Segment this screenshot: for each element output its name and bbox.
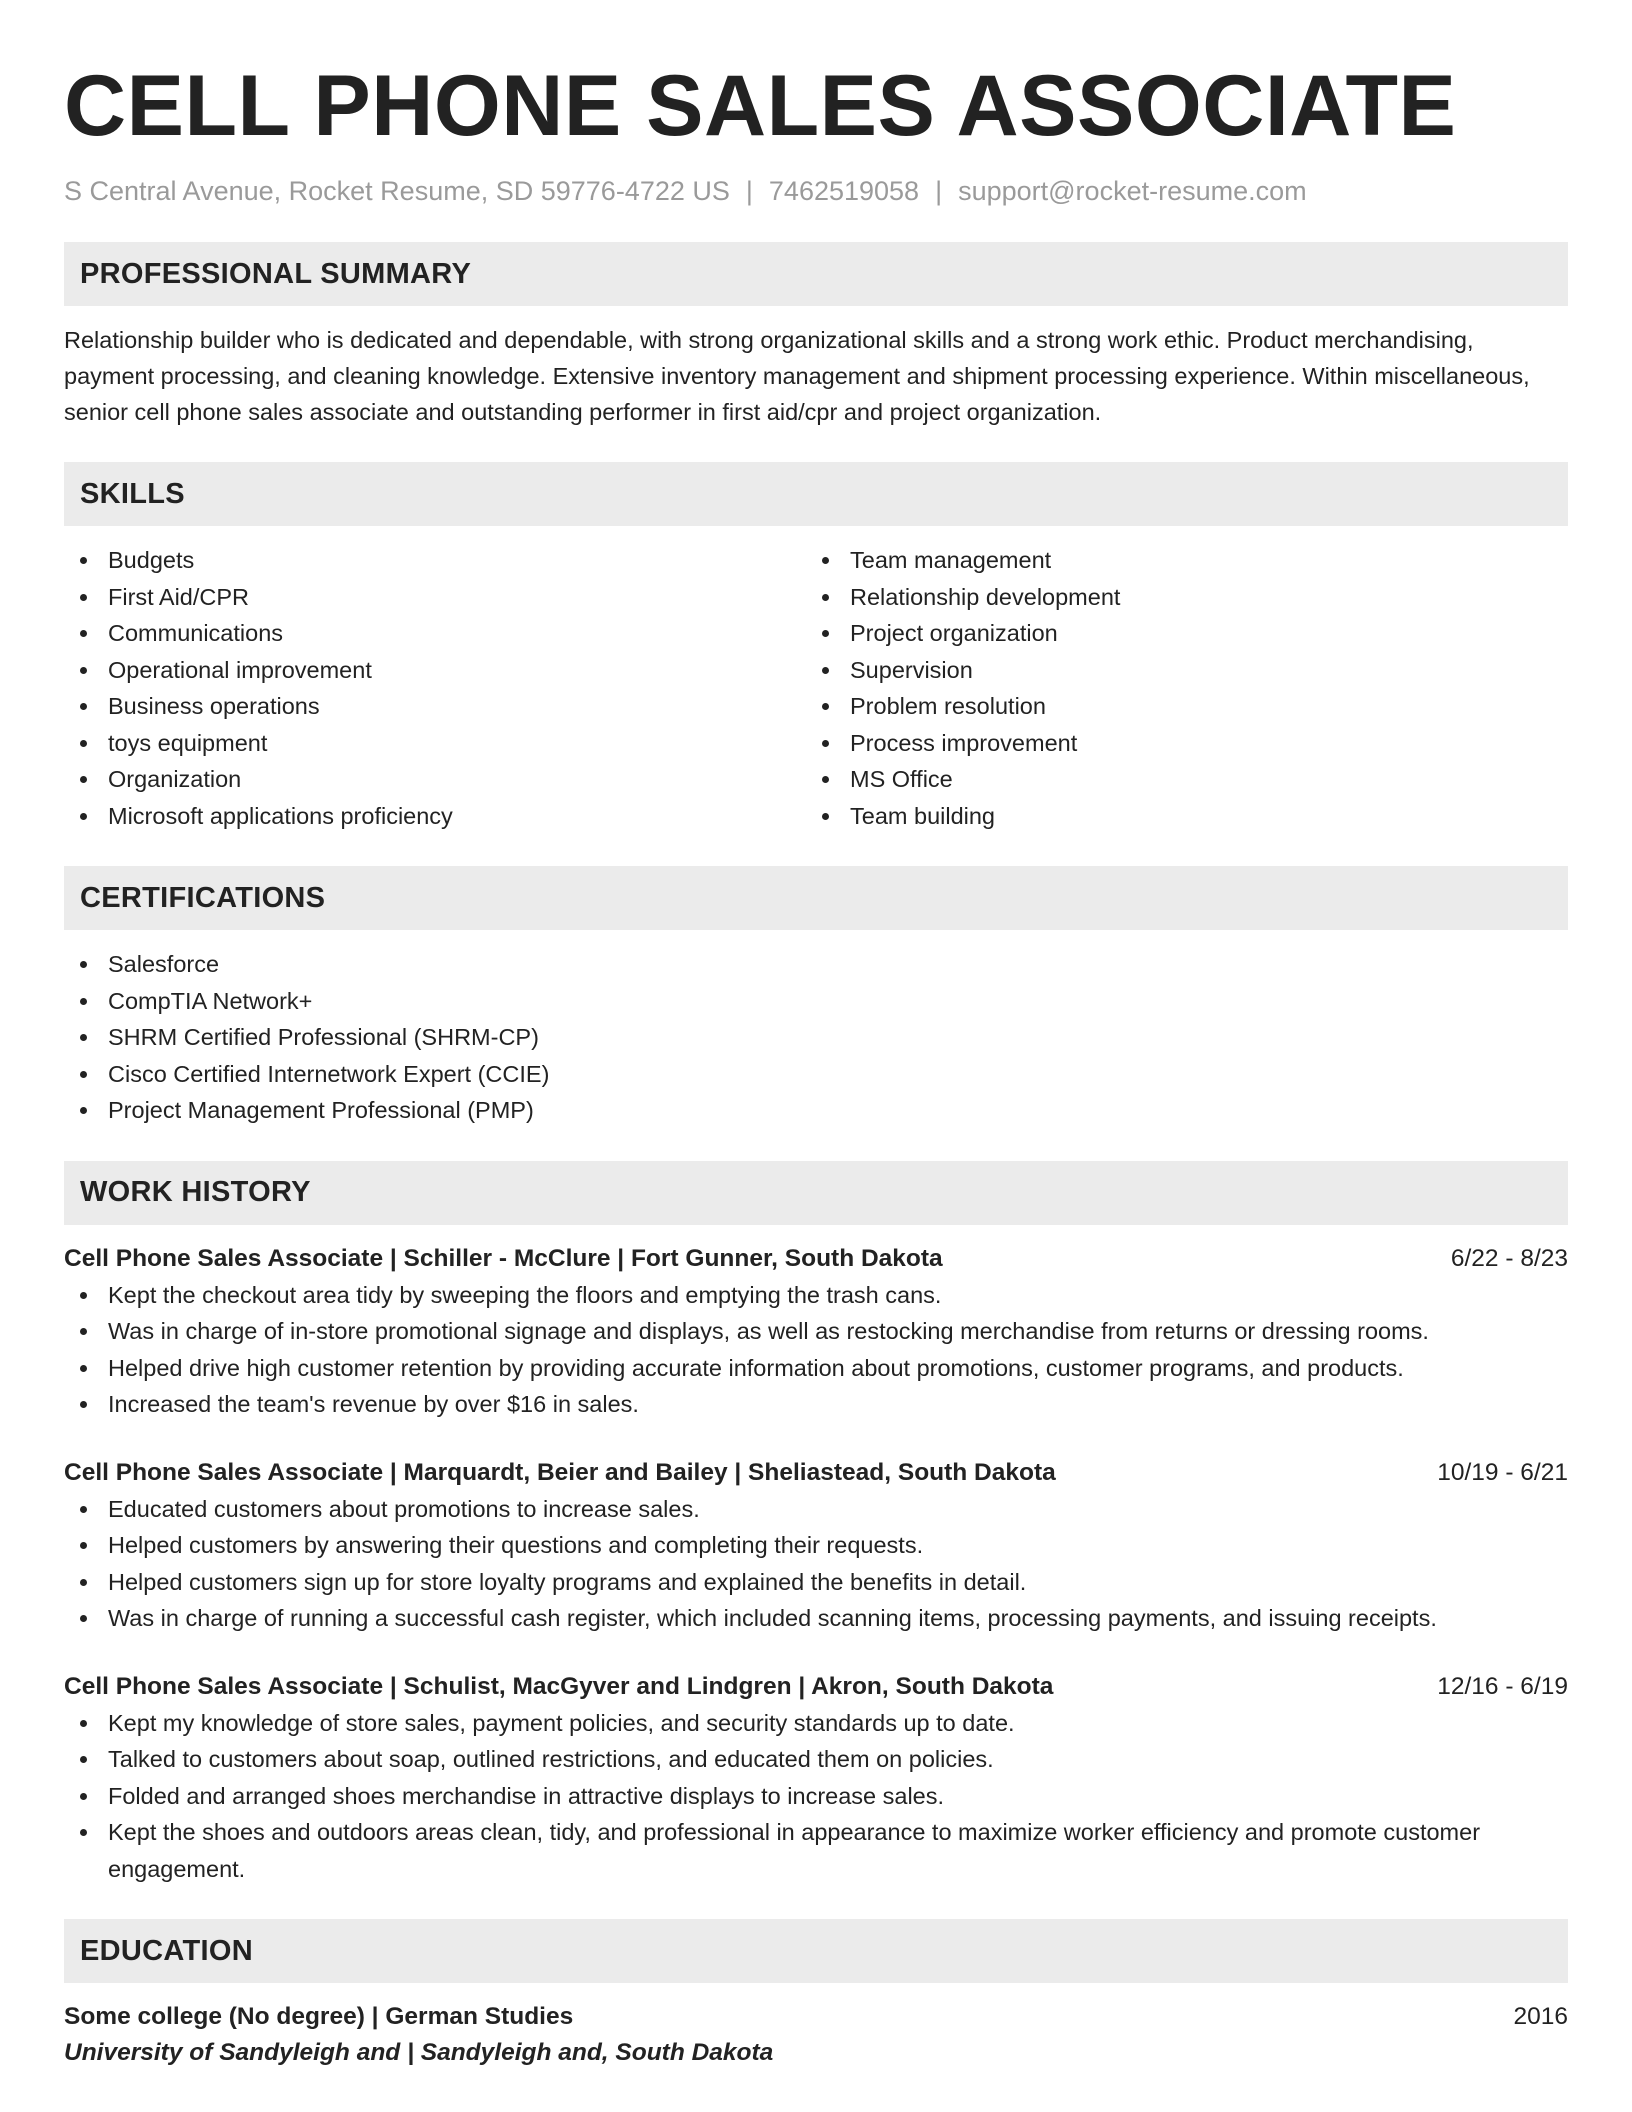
job-bullet: Increased the team's revenue by over $16 in sales.	[64, 1386, 1568, 1423]
job-title: Cell Phone Sales Associate | Schulist, MacGyver and Lindgren | Akron, South Dakota	[64, 1672, 1054, 1700]
contact-separator: |	[745, 176, 753, 206]
education-header	[64, 1999, 1568, 2035]
certification-item: CompTIA Network+	[64, 983, 1568, 1020]
section-heading-certifications: CERTIFICATIONS	[64, 866, 1568, 930]
contact-line	[64, 174, 1568, 208]
job-entry	[64, 1455, 1568, 1637]
contact-separator: |	[935, 176, 943, 206]
certification-item: Cisco Certified Internetwork Expert (CCIE)	[64, 1056, 1568, 1093]
skill-item: Business operations	[64, 688, 806, 725]
skill-item: Team building	[806, 798, 1548, 835]
job-bullet: Kept the checkout area tidy by sweeping the floors and emptying the trash cans.	[64, 1277, 1568, 1314]
job-title: Cell Phone Sales Associate | Schiller - McClure | Fort Gunner, South Dakota	[64, 1244, 943, 1272]
job-bullet: Folded and arranged shoes merchandise in attractive displays to increase sales.	[64, 1778, 1568, 1815]
skill-item: MS Office	[806, 761, 1548, 798]
skills-column-left	[64, 542, 806, 834]
certification-item: Salesforce	[64, 946, 1568, 983]
job-bullets	[64, 1705, 1568, 1888]
education-degree: Some college (No degree) | German Studies	[64, 2003, 574, 2030]
job-bullet: Kept the shoes and outdoors areas clean, tidy, and professional in appearance to maximize worker efficiency and promote customer engagement.	[64, 1814, 1568, 1887]
skill-item: Organization	[64, 761, 806, 798]
job-header	[64, 1455, 1568, 1491]
job-dates: 12/16 - 6/19	[1437, 1672, 1568, 1700]
job-entry	[64, 1241, 1568, 1423]
section-heading-work-history: WORK HISTORY	[64, 1161, 1568, 1225]
contact-phone: 7462519058	[768, 176, 920, 206]
skill-item: Microsoft applications proficiency	[64, 798, 806, 835]
skills-column-right	[806, 542, 1548, 834]
skill-item: Budgets	[64, 542, 806, 579]
job-title: Cell Phone Sales Associate | Marquardt, Beier and Bailey | Sheliastead, South Dakota	[64, 1458, 1056, 1486]
section-heading-education: EDUCATION	[64, 1919, 1568, 1983]
summary-text: Relationship builder who is dedicated and dependable, with strong organizational skills and a strong work ethic. Product merchandising, payment processing, and cleaning knowledge. Extensive inventory management and shipment processing experience. Within miscellaneous, senior cell phone sales associate and outstanding performer in first aid/cpr and project organization.	[64, 327, 1530, 425]
job-bullet: Talked to customers about soap, outlined restrictions, and educated them on policies.	[64, 1741, 1568, 1778]
education-entry	[64, 1999, 1568, 2071]
skill-item: Team management	[806, 542, 1548, 579]
contact-address: S Central Avenue, Rocket Resume, SD 59776-4722 US	[64, 176, 730, 206]
skill-item: Process improvement	[806, 725, 1548, 762]
resume-title: CELL PHONE SALES ASSOCIATE	[64, 58, 1457, 154]
skill-item: toys equipment	[64, 725, 806, 762]
skill-item: First Aid/CPR	[64, 579, 806, 616]
certification-item: Project Management Professional (PMP)	[64, 1092, 1568, 1129]
job-bullet: Was in charge of running a successful cash register, which included scanning items, processing payments, and issuing receipts.	[64, 1600, 1568, 1637]
section-heading-summary: PROFESSIONAL SUMMARY	[64, 242, 1568, 306]
job-bullets	[64, 1491, 1568, 1637]
job-bullet: Helped customers sign up for store loyalty programs and explained the benefits in detail.	[64, 1564, 1568, 1601]
contact-email: support@rocket-resume.com	[958, 176, 1307, 206]
certifications-list	[64, 946, 1568, 1129]
resume-page	[64, 0, 1568, 2071]
certification-item: SHRM Certified Professional (SHRM-CP)	[64, 1019, 1568, 1056]
job-dates: 10/19 - 6/21	[1437, 1458, 1568, 1486]
section-heading-skills: SKILLS	[64, 462, 1568, 526]
skill-item: Project organization	[806, 615, 1548, 652]
job-bullets	[64, 1277, 1568, 1423]
job-entry	[64, 1669, 1568, 1888]
job-bullet: Helped drive high customer retention by providing accurate information about promotions, customer programs, and products.	[64, 1350, 1568, 1387]
education-year: 2016	[1513, 2003, 1568, 2030]
job-bullet: Helped customers by answering their questions and completing their requests.	[64, 1527, 1568, 1564]
job-bullet: Kept my knowledge of store sales, payment policies, and security standards up to date.	[64, 1705, 1568, 1742]
skill-item: Operational improvement	[64, 652, 806, 689]
job-bullet: Educated customers about promotions to increase sales.	[64, 1491, 1568, 1528]
job-header	[64, 1241, 1568, 1277]
skill-item: Supervision	[806, 652, 1548, 689]
job-header	[64, 1669, 1568, 1705]
skill-item: Problem resolution	[806, 688, 1548, 725]
skills-list	[64, 542, 1568, 834]
skill-item: Relationship development	[806, 579, 1548, 616]
job-dates: 6/22 - 8/23	[1450, 1244, 1568, 1272]
job-bullet: Was in charge of in-store promotional signage and displays, as well as restocking merchandise from returns or dressing rooms.	[64, 1313, 1568, 1350]
education-school: University of Sandyleigh and | Sandyleigh and, South Dakota	[64, 2039, 774, 2066]
skill-item: Communications	[64, 615, 806, 652]
